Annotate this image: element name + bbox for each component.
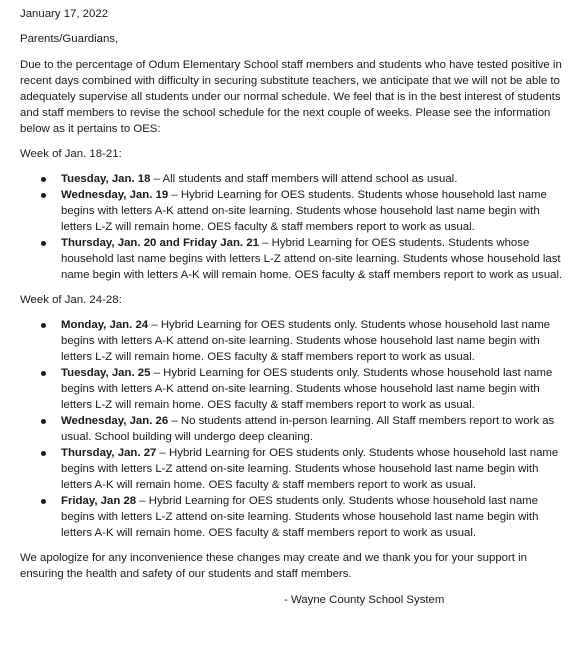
day-label: Friday, Jan 28 bbox=[61, 495, 137, 507]
day-label: Thursday, Jan. 20 and Friday Jan. 21 bbox=[61, 237, 259, 249]
day-label: Tuesday, Jan. 25 bbox=[61, 367, 151, 379]
schedule-item bbox=[20, 365, 566, 413]
day-label: Tuesday, Jan. 18 bbox=[61, 173, 151, 185]
signature: - Wayne County School System bbox=[284, 594, 445, 606]
bullet-icon bbox=[41, 177, 46, 182]
salutation: Parents/Guardians, bbox=[20, 33, 119, 45]
schedule-list-week-2 bbox=[20, 317, 566, 541]
schedule-item bbox=[20, 493, 566, 541]
day-label: Thursday, Jan. 27 bbox=[61, 447, 157, 459]
day-description: – Hybrid Learning for OES students only. Students whose household last name begins with letters A-K attend on-site learning. Students whose household last name begin with letters L-Z will remain home. OES faculty & staff members report to work as usual. bbox=[61, 367, 553, 411]
bullet-icon bbox=[41, 451, 46, 456]
day-label: Monday, Jan. 24 bbox=[61, 319, 149, 331]
day-description: – Hybrid Learning for OES students only. Students whose household last name begins with letters A-K attend on-site learning. Students whose household last name begin with letters L-Z will remain home. OES faculty & staff members report to work as usual. bbox=[61, 319, 551, 363]
closing-paragraph: We apologize for any inconvenience these changes may create and we thank you for your support in ensuring the health and safety of our students and staff members. bbox=[20, 552, 527, 580]
bullet-icon bbox=[41, 193, 46, 198]
letter-date: January 17, 2022 bbox=[20, 8, 109, 20]
day-description: – All students and staff members will attend school as usual. bbox=[150, 173, 458, 185]
week-heading: Week of Jan. 18-21: bbox=[20, 148, 122, 160]
intro-paragraph: Due to the percentage of Odum Elementary School staff members and students who have tested positive in recent days combined with difficulty in securing substitute teachers, we anticipate that we will not be able to adequately supervise all students under our normal schedule. We feel that is in the best interest of students and staff members to revise the school schedule for the next couple of weeks. Please see the information below as it pertains to OES: bbox=[20, 59, 562, 135]
bullet-icon bbox=[41, 419, 46, 424]
bullet-icon bbox=[41, 241, 46, 246]
day-label: Wednesday, Jan. 26 bbox=[61, 415, 169, 427]
schedule-item bbox=[20, 187, 566, 235]
bullet-icon bbox=[41, 499, 46, 504]
schedule-item bbox=[20, 317, 566, 365]
day-label: Wednesday, Jan. 19 bbox=[61, 189, 169, 201]
bullet-icon bbox=[41, 323, 46, 328]
day-description: – No students attend in-person learning. All Staff members report to work as usual. School building will undergo deep cleaning. bbox=[61, 415, 555, 443]
day-description: – Hybrid Learning for OES students. Students whose household last name begins with letters L-Z attend on-site learning. Students whose household last name begin with letters A-K will remain home. OES faculty & staff members report to work as usual. bbox=[61, 237, 563, 281]
schedule-item bbox=[20, 413, 566, 445]
schedule-item bbox=[20, 171, 566, 187]
bullet-icon bbox=[41, 371, 46, 376]
schedule-item bbox=[20, 235, 566, 283]
schedule-list-week-1 bbox=[20, 171, 566, 283]
day-description: – Hybrid Learning for OES students only. Students whose household last name begins with letters L-Z attend on-site learning. Students whose household last name begin with letters A-K will remain home. OES faculty & staff members report to work as usual. bbox=[61, 495, 539, 539]
day-description: – Hybrid Learning for OES students only. Students whose household last name begins with letters L-Z attend on-site learning. Students whose household last name begin with letters A-K will remain home. OES faculty & staff members report to work as usual. bbox=[61, 447, 559, 491]
week-heading: Week of Jan. 24-28: bbox=[20, 294, 122, 306]
day-description: – Hybrid Learning for OES students. Students whose household last name begins with letters A-K attend on-site learning. Students whose household last name begin with letters L-Z will remain home. OES faculty & staff members report to work as usual. bbox=[61, 189, 547, 233]
schedule-item bbox=[20, 445, 566, 493]
